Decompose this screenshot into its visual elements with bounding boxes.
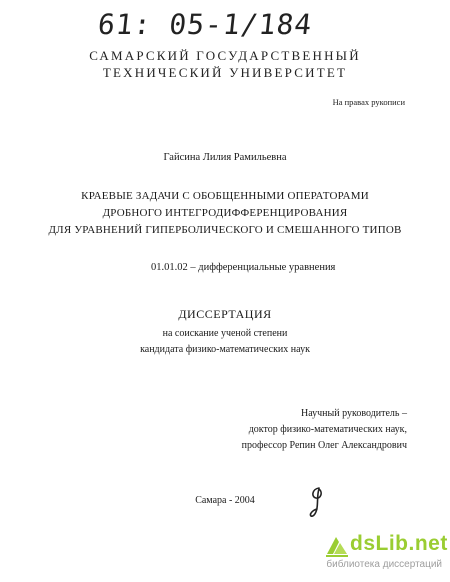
advisor-line1: Научный руководитель –: [301, 408, 407, 419]
thesis-title-line1: КРАЕВЫЕ ЗАДАЧИ С ОБОБЩЕННЫМИ ОПЕРАТОРАМИ: [81, 190, 369, 202]
dslib-watermark: [320, 532, 448, 576]
city-year: Самара - 2004: [195, 495, 255, 506]
watermark-brand: dsLib.net: [350, 532, 448, 555]
degree-line2: кандидата физико-математических наук: [140, 344, 310, 355]
scientific-advisor: [242, 406, 407, 454]
author-name: Гайсина Лилия Рамильевна: [163, 152, 287, 163]
watermark-subtitle: библиотека диссертаций: [326, 559, 442, 570]
dissertation-heading: ДИССЕРТАЦИЯ: [178, 307, 272, 321]
thesis-title: [0, 188, 450, 239]
university-name-line1: САМАРСКИЙ ГОСУДАРСТВЕННЫЙ: [89, 48, 361, 63]
degree-line1: на соискание ученой степени: [162, 328, 288, 339]
specialty-code: 01.01.02 – дифференциальные уравнения: [151, 262, 336, 273]
thesis-title-line2: ДРОБНОГО ИНТЕГРОДИФФЕРЕНЦИРОВАНИЯ: [102, 207, 348, 219]
handwritten-catalog-number: 61: 05-1/184: [96, 8, 315, 41]
university-name-line2: ТЕХНИЧЕСКИЙ УНИВЕРСИТЕТ: [102, 65, 348, 80]
manuscript-note: На правах рукописи: [332, 97, 405, 107]
thesis-title-line3: ДЛЯ УРАВНЕНИЙ ГИПЕРБОЛИЧЕСКОГО И СМЕШАННОГО ТИПОВ: [48, 224, 402, 236]
advisor-line2: доктор физико-математических наук,: [248, 424, 407, 435]
handwritten-signature: [306, 486, 328, 520]
degree-description: [0, 326, 450, 358]
dslib-logo-icon: [324, 534, 350, 558]
advisor-line3: профессор Репин Олег Александрович: [241, 440, 407, 451]
